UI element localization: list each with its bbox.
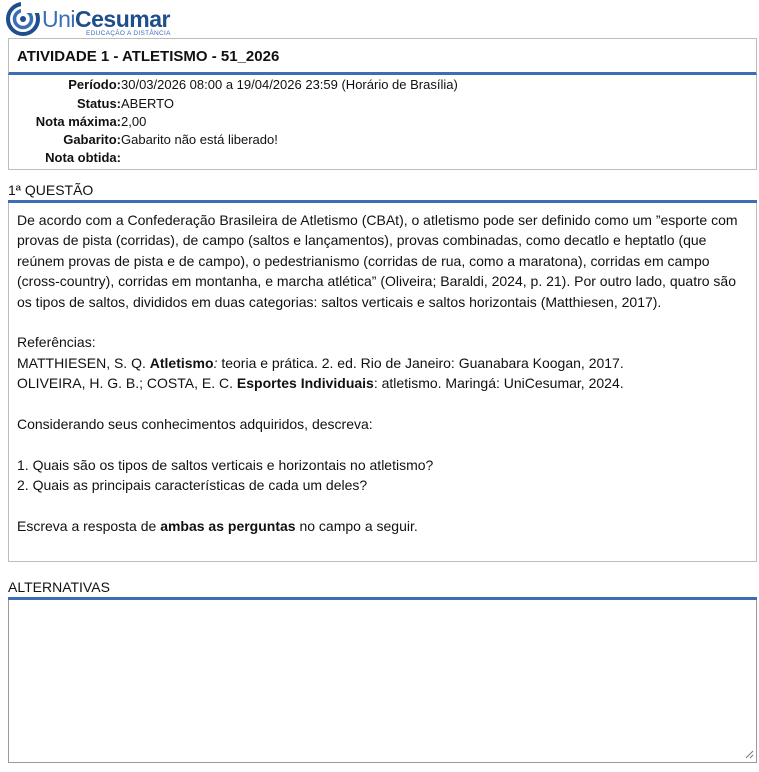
nota-maxima-value: 2,00 bbox=[121, 114, 147, 129]
logo-mark-icon bbox=[6, 2, 40, 36]
info-nota-obtida bbox=[9, 150, 121, 168]
info-nota-maxima bbox=[9, 114, 146, 132]
periodo-value: 30/03/2026 08:00 a 19/04/2026 23:59 (Horário de Brasília) bbox=[121, 77, 458, 92]
reference-2: OLIVEIRA, H. G. B.; COSTA, E. C. Esportes Individuais: atletismo. Maringá: UniCesumar, 2024. bbox=[17, 375, 624, 392]
nota-obtida-label: Nota obtida: bbox=[45, 150, 121, 165]
resize-grip-icon[interactable] bbox=[744, 749, 754, 759]
info-status bbox=[9, 96, 174, 114]
question-prompt: Considerando seus conhecimentos adquiridos, descreva: bbox=[17, 416, 373, 433]
status-label: Status: bbox=[76, 96, 121, 111]
nota-maxima-label: Nota máxima: bbox=[35, 114, 121, 129]
question-paragraph: De acordo com a Confederação Brasileira de Atletismo (CBAt), o atletismo pode ser definido como um ”esporte com provas de pista (corridas), de campo (saltos e lançamentos), provas combinadas, como decatlo e heptatlo (que reúnem provas de pista e de campo), o pedestrianismo (corridas de rua, como a maratona), corridas em campo (cross-country), corridas em montanha, e marcha atlética” (Oliveira; Baraldi, 2024, p. 21). Por outro lado, quatro são os tipos de saltos, divididos em duas categorias: saltos verticais e saltos horizontais (Matthiesen, 2017). bbox=[17, 212, 738, 310]
gabarito-label: Gabarito: bbox=[63, 132, 121, 147]
gabarito-value: Gabarito não está liberado! bbox=[121, 132, 278, 147]
reference-1: MATTHIESEN, S. Q. Atletismo: teoria e prática. 2. ed. Rio de Janeiro: Guanabara Koogan, 2017. bbox=[17, 354, 624, 371]
brand-tagline: EDUCAÇÃO A DISTÂNCIA bbox=[86, 30, 171, 37]
brand-name: UniCesumar bbox=[42, 6, 170, 32]
question-item-2: 2. Quais as principais características de cada um deles? bbox=[17, 477, 368, 494]
info-periodo bbox=[9, 77, 458, 95]
answer-instruction: Escreva a resposta de ambas as perguntas no campo a seguir. bbox=[17, 518, 418, 535]
question-body bbox=[8, 203, 757, 562]
question-item-1: 1. Quais são os tipos de saltos verticais e horizontais no atletismo? bbox=[17, 456, 434, 473]
references-heading: Referências: bbox=[17, 334, 96, 351]
activity-title: ATIVIDADE 1 - ATLETISMO - 51_2026 bbox=[17, 48, 280, 65]
alternatives-section-title: ALTERNATIVAS bbox=[8, 579, 110, 595]
status-value: ABERTO bbox=[121, 96, 174, 111]
answer-textarea[interactable] bbox=[8, 600, 757, 763]
activity-header bbox=[8, 38, 757, 75]
activity-info bbox=[8, 75, 757, 170]
unicesumar-logo bbox=[6, 2, 176, 38]
info-gabarito bbox=[9, 132, 278, 150]
question-section-title: 1ª QUESTÃO bbox=[8, 182, 94, 198]
periodo-label: Período: bbox=[68, 77, 121, 92]
